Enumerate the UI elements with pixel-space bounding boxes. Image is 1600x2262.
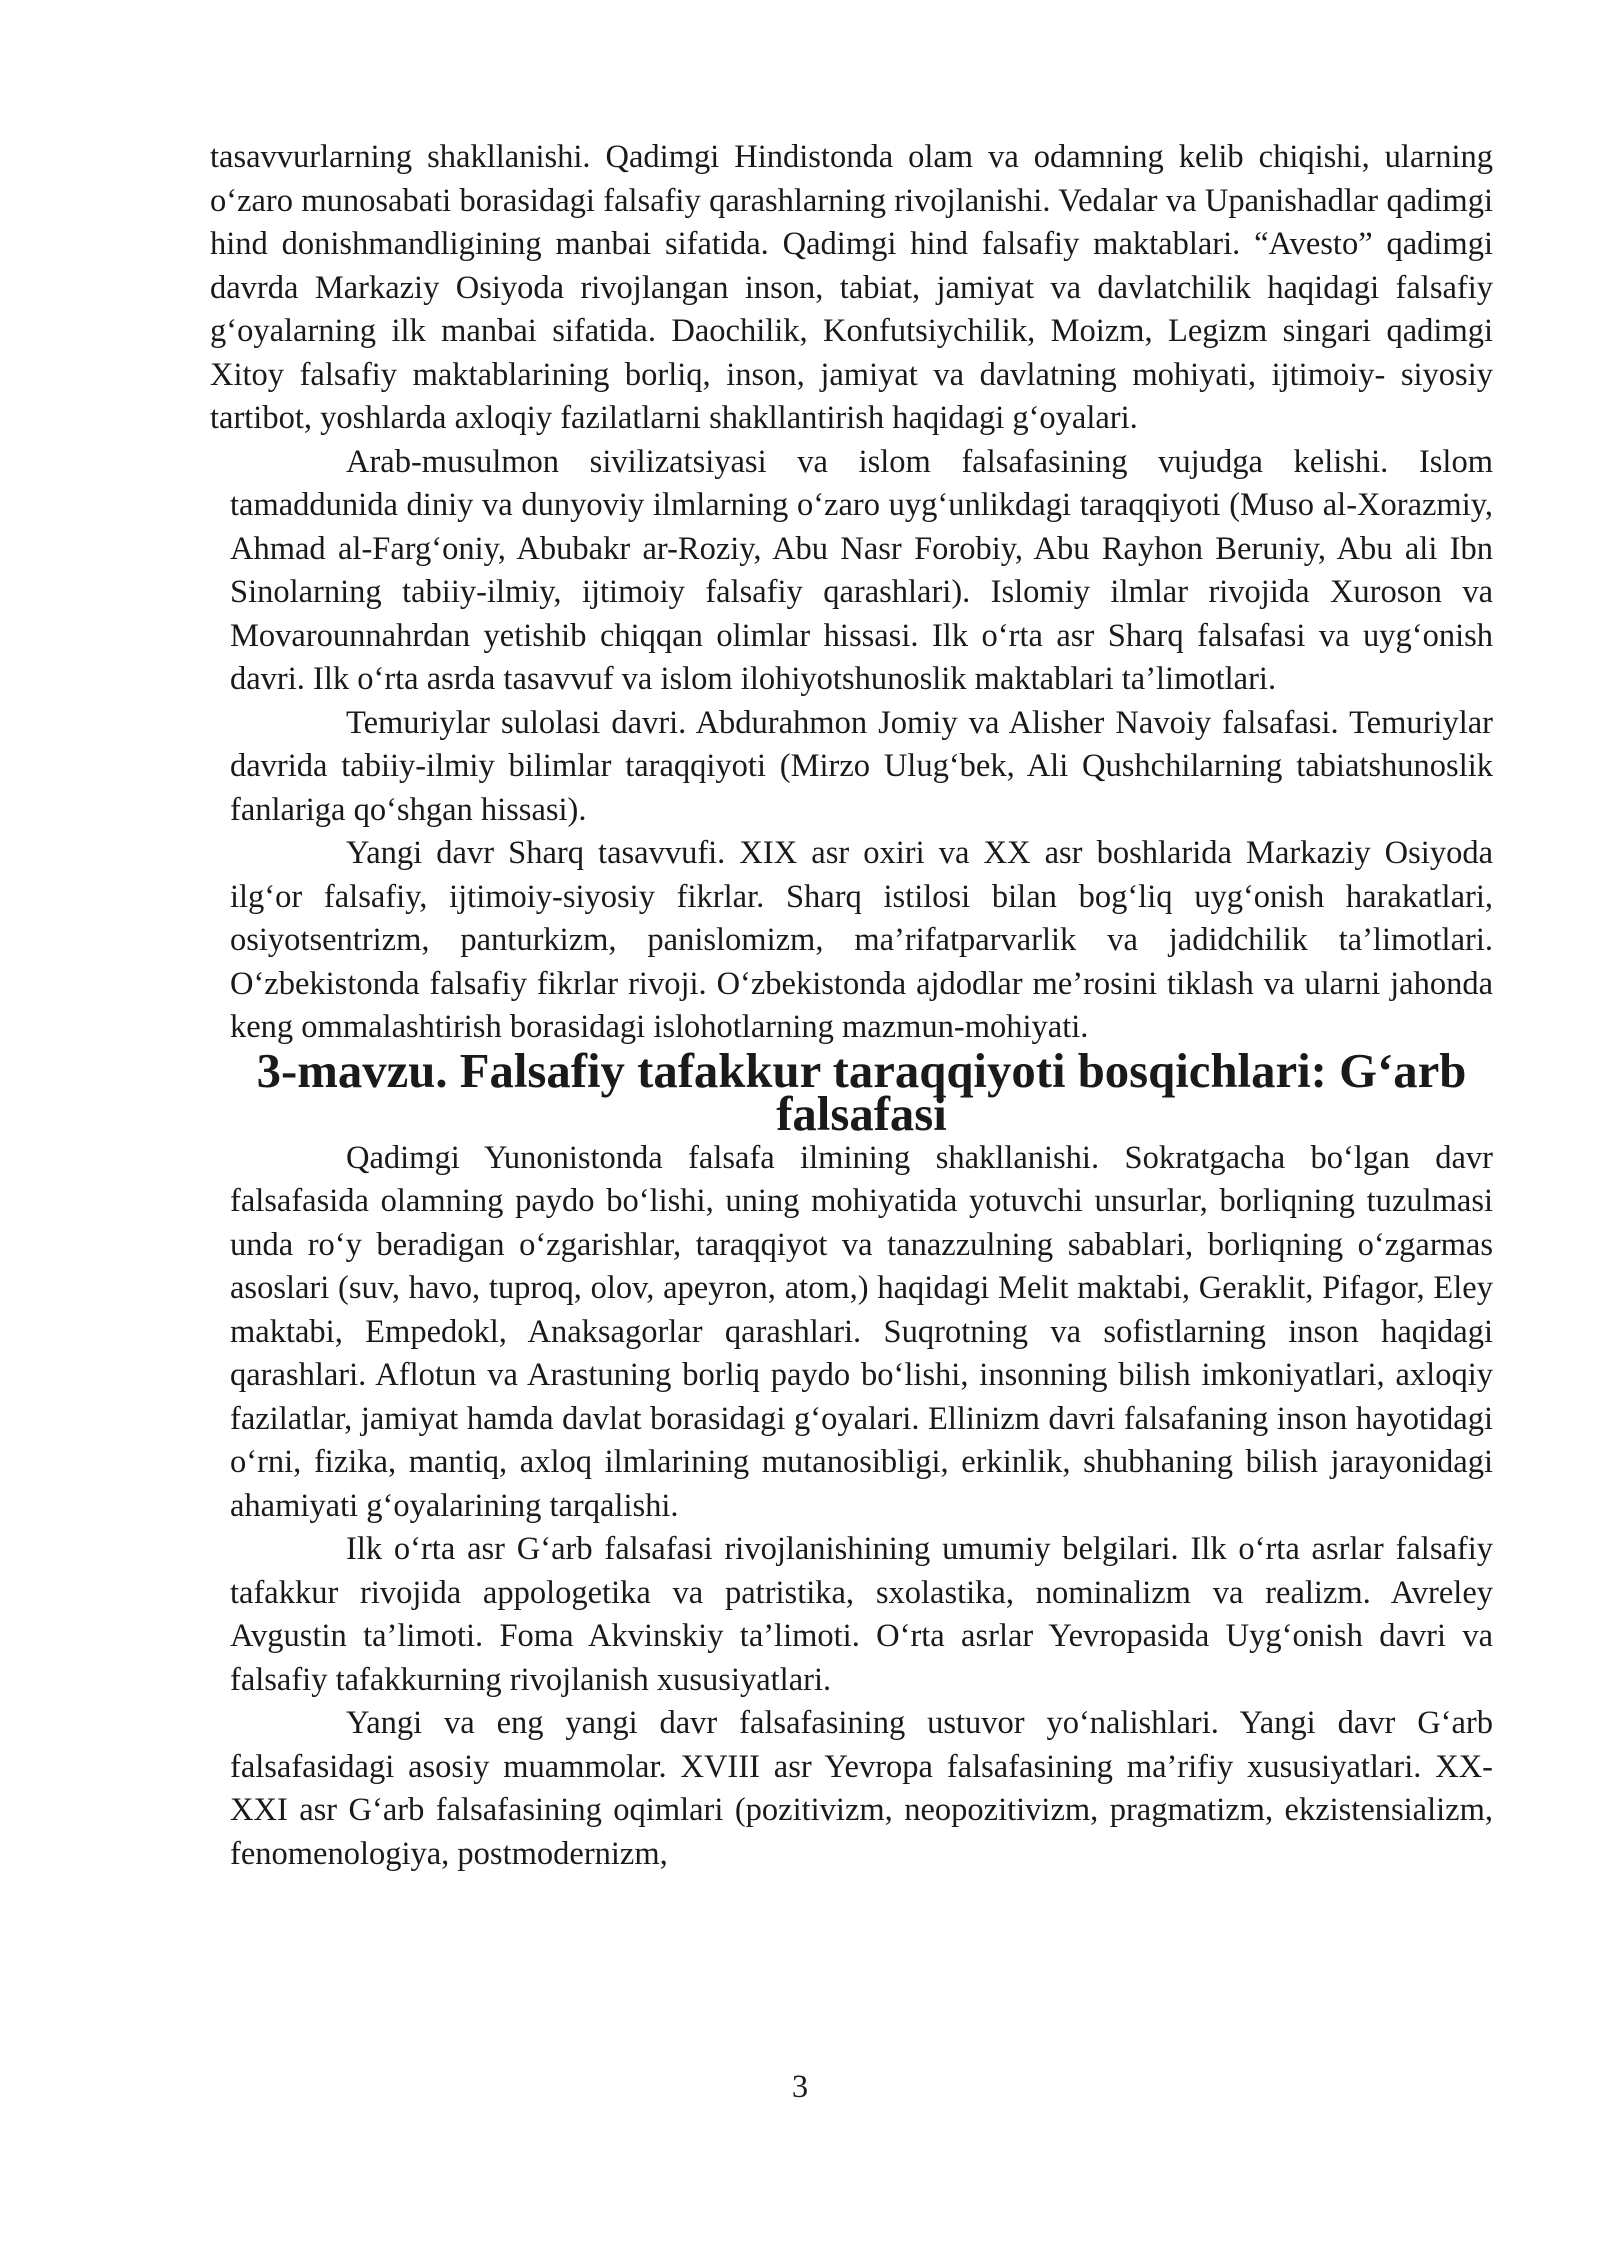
paragraph: tasavvurlarning shakllanishi. Qadimgi Hindistonda olam va odamning kelib chiqishi, ularning o‘zaro munosabati borasidagi falsafiy qarashlarning rivojlanishi. Vedalar va Upanishadlar qadimgi hind donishmandligining manbai sifatida. Qadimgi hind falsafiy maktablari. “Avesto” qadimgi davrda Markaziy Osiyoda rivojlangan inson, tabiat, jamiyat va davlatchilik haqidagi falsafiy g‘oyalarning ilk manbai sifatida. Daochilik, Konfutsiychilik, Moizm, Legizm singari qadimgi Xitoy falsafiy maktablarining borliq, inson, jamiyat va davlatning mohiyati, ijtimoiy- siyosiy tartibot, yoshlarda axloqiy fazilatlarni shakllantirish haqidagi g‘oyalari.	[210, 139, 1493, 436]
paragraph: Yangi davr Sharq tasavvufi. XIX asr oxiri va XX asr boshlarida Markaziy Osiyoda ilg‘or falsafiy, ijtimoiy-siyosiy fikrlar. Sharq istilosi bilan bog‘liq uyg‘onish harakatlari, osiyotsentrizm, panturkizm, panislomizm, ma’rifatparvarlik va jadidchilik ta’limotlari. O‘zbekistonda falsafiy fikrlar rivoji. O‘zbekistonda ajdodlar me’rosini tiklash va ularni jahonda keng ommalashtirish borasidagi islohotlarning mazmun-mohiyati.	[230, 835, 1493, 1045]
paragraph: Qadimgi Yunonistonda falsafa ilmining shakllanishi. Sokratgacha bo‘lgan davr falsafasida olamning paydo bo‘lishi, uning mohiyatida yotuvchi unsurlar, borliqning tuzulmasi unda ro‘y beradigan o‘zgarishlar, taraqqiyot va tanazzulning sabablari, borliqning o‘zgarmas asoslari (suv, havo, tuproq, olov, apeyron, atom,) haqidagi Melit maktabi, Geraklit, Pifagor, Eley maktabi, Empedokl, Anaksagorlar qarashlari. Suqrotning va sofistlarning inson haqidagi qarashlari. Aflotun va Arastuning borliq paydo bo‘lishi, insonning bilish imkoniyatlari, axloqiy fazilatlar, jamiyat hamda davlat borasidagi g‘oyalari. Ellinizm davri falsafaning inson hayotidagi o‘rni, fizika, mantiq, axloq ilmlarining mutanosibligi, erkinlik, shubhaning bilish jarayonidagi ahamiyati g‘oyalarining tarqalishi.	[230, 1139, 1493, 1524]
paragraph: Ilk o‘rta asr G‘arb falsafasi rivojlanishining umumiy belgilari. Ilk o‘rta asrlar falsafiy tafakkur rivojida appologetika va patristika, sxolastika, nominalizm va realizm. Avreley Avgustin ta’limoti. Foma Akvinskiy ta’limoti. O‘rta asrlar Yevropasida Uyg‘onish davri va falsafiy tafakkurning rivojlanish xususiyatlari.	[230, 1531, 1493, 1698]
paragraph: Arab-musulmon sivilizatsiyasi va islom falsafasining vujudga kelishi. Islom tamaddunida diniy va dunyoviy ilmlarning o‘zaro uyg‘unlikdagi taraqqiyoti (Muso al-Xorazmiy, Ahmad al-Farg‘oniy, Abubakr ar-Roziy, Abu Nasr Forobiy, Abu Rayhon Beruniy, Abu ali Ibn Sinolarning tabiiy-ilmiy, ijtimoiy falsafiy qarashlari). Islomiy ilmlar rivojida Xuroson va Movarounnahrdan yetishib chiqqan olimlar hissasi. Ilk o‘rta asr Sharq falsafasi va uyg‘onish davri. Ilk o‘rta asrda tasavvuf va islom ilohiyotshunoslik maktablari ta’limotlari.	[230, 443, 1493, 697]
page-number: 3	[791, 2069, 809, 2105]
section-heading: 3-mavzu. Falsafiy tafakkur taraqqiyoti bosqichlari: G‘arb falsafasi	[256, 1043, 1467, 1141]
paragraph: Yangi va eng yangi davr falsafasining ustuvor yo‘nalishlari. Yangi davr G‘arb falsafasidagi asosiy muammolar. XVIII asr Yevropa falsafasining ma’rifiy xususiyatlari. XX-XXI asr G‘arb falsafasining oqimlari (pozitivizm, neopozitivizm, pragmatizm, ekzistensializm, fenomenologiya, postmodernizm,	[230, 1705, 1493, 1872]
page-body	[210, 136, 1493, 1876]
paragraph: Temuriylar sulolasi davri. Abdurahmon Jomiy va Alisher Navoiy falsafasi. Temuriylar davrida tabiiy-ilmiy bilimlar taraqqiyoti (Mirzo Ulug‘bek, Ali Qushchilarning tabiatshunoslik fanlariga qo‘shgan hissasi).	[230, 704, 1493, 828]
